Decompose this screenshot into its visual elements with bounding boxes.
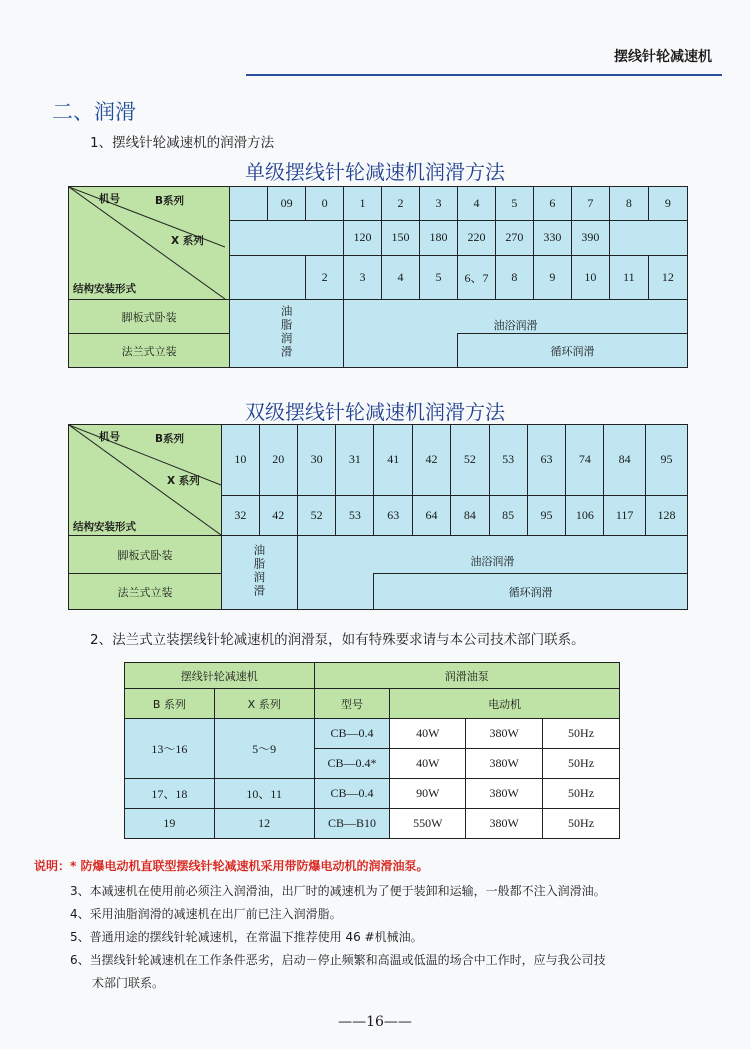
single-x-cell: 270 [495, 221, 533, 255]
header-rule [246, 74, 722, 76]
table-row [125, 719, 620, 749]
notes-label: 说明： [34, 859, 71, 873]
pump-header-model: 型号 [314, 689, 390, 719]
single-x-cell: 330 [533, 221, 571, 255]
note-5: 5、普通用途的摆线针轮减速机，在常温下推荐使用 46 #机械油。 [70, 930, 423, 944]
single-circulation-label: 循环润滑 [550, 344, 595, 358]
double-x2-cell: 53 [336, 495, 374, 535]
single-x-cell: 180 [420, 221, 458, 255]
double-x-cell: 20 [259, 425, 297, 496]
table-row [125, 779, 620, 809]
double-x2-cell: 32 [222, 495, 260, 535]
double-x2-cell: 85 [489, 495, 527, 535]
double-grease-label: 油脂润滑 [252, 543, 267, 598]
notes-label-line [34, 857, 428, 874]
double-x-series-label: X 系列 [167, 475, 200, 487]
single-x-cell: 390 [571, 221, 609, 255]
double-oilbath-label: 油浴润滑 [470, 554, 515, 568]
double-x-cell: 42 [413, 425, 451, 496]
double-x-cell: 53 [489, 425, 527, 496]
note-4: 4、采用油脂润滑的减速机在出厂前已注入润滑脂。 [70, 907, 342, 921]
item-1-text: 1、摆线针轮减速机的润滑方法 [90, 135, 275, 151]
double-stage-table [68, 424, 688, 610]
double-x-cell: 95 [646, 425, 688, 496]
pump-model-cell: CB—0.4 [314, 779, 390, 809]
pump-header-reducer: 摆线针轮减速机 [125, 663, 315, 689]
double-x-cell: 74 [566, 425, 604, 496]
single-x2-cell: 6、7 [457, 255, 495, 299]
note-6-cont: 术部门联系。 [92, 976, 165, 990]
double-x-cell: 31 [336, 425, 374, 496]
pump-volt-cell: 380W [466, 809, 543, 839]
double-b-series-label: B系列 [155, 433, 185, 445]
double-x2-cell: 64 [413, 495, 451, 535]
double-x-cell: 30 [297, 425, 336, 496]
single-b-cell: 5 [495, 187, 533, 221]
double-corner-cell [69, 425, 222, 536]
single-b-cell: 9 [648, 187, 687, 221]
single-x2-cell: 9 [533, 255, 571, 299]
pump-header-b: B 系列 [125, 689, 215, 719]
single-x2-cell: 5 [420, 255, 458, 299]
double-x2-cell: 95 [527, 495, 566, 535]
single-table-title: 单级摆线针轮减速机润滑方法 [245, 160, 505, 184]
double-x2-cell: 63 [374, 495, 413, 535]
page-number: ——16—— [338, 1014, 412, 1030]
pump-freq-cell: 50Hz [543, 779, 620, 809]
single-x-series-label: X 系列 [171, 235, 204, 247]
single-b-cell: 09 [268, 187, 306, 221]
double-x-cell: 41 [374, 425, 413, 496]
single-flange-mount-label: 法兰式立装 [69, 334, 230, 368]
pump-volt-cell: 380W [466, 779, 543, 809]
pump-x-cell: 12 [214, 809, 314, 839]
single-x-cell: 220 [457, 221, 495, 255]
pump-freq-cell: 50Hz [543, 719, 620, 749]
double-model-label: 机号 [99, 431, 120, 443]
pump-volt-cell: 380W [466, 719, 543, 749]
pump-volt-cell: 380W [466, 749, 543, 779]
single-x2-cell: 4 [382, 255, 420, 299]
single-x2-cell: 2 [306, 255, 344, 299]
pump-header-x: X 系列 [214, 689, 314, 719]
pump-model-cell: CB—0.4 [314, 719, 390, 749]
note-6: 6、当摆线针轮减速机在工作条件恶劣，启动－停止频繁和高温或低温的场合中工作时，应与我公司技 [70, 953, 606, 967]
pump-freq-cell: 50Hz [543, 749, 620, 779]
double-table-title: 双级摆线针轮减速机润滑方法 [245, 400, 505, 424]
single-x2-cell: 3 [344, 255, 382, 299]
note-3: 3、本减速机在使用前必须注入润滑油，出厂时的减速机为了便于装卸和运输，一般都不注入润滑油。 [70, 884, 606, 898]
single-b-cell: 0 [306, 187, 344, 221]
section-title: 二、润滑 [52, 100, 136, 124]
double-mount-label: 结构安装形式 [73, 521, 136, 533]
double-flange-mount-label: 法兰式立装 [69, 574, 222, 610]
single-x-cell: 150 [382, 221, 420, 255]
double-x2-cell: 117 [604, 495, 646, 535]
double-foot-mount-label: 脚板式卧装 [69, 536, 222, 574]
pump-freq-cell: 50Hz [543, 809, 620, 839]
single-mount-label: 结构安装形式 [73, 283, 136, 295]
double-x2-cell: 52 [297, 495, 336, 535]
double-circulation-label: 循环润滑 [508, 585, 553, 599]
pump-power-cell: 40W [390, 749, 466, 779]
pump-model-cell: CB—B10 [314, 809, 390, 839]
pump-header-motor: 电动机 [390, 689, 620, 719]
pump-x-cell: 10、11 [214, 779, 314, 809]
pump-power-cell: 40W [390, 719, 466, 749]
single-x2-cell: 12 [648, 255, 687, 299]
single-b-cell: 7 [571, 187, 609, 221]
double-x-cell: 63 [527, 425, 566, 496]
single-oilbath-label: 油浴润滑 [493, 318, 538, 332]
single-b-cell: 3 [420, 187, 458, 221]
double-x-cell: 84 [604, 425, 646, 496]
pump-b-cell: 19 [125, 809, 215, 839]
pump-header-pump: 润滑油泵 [314, 663, 619, 689]
double-x2-cell: 128 [646, 495, 688, 535]
single-x2-cell: 10 [571, 255, 609, 299]
single-x-cell: 120 [344, 221, 382, 255]
single-b-cell: 8 [609, 187, 648, 221]
pump-model-cell: CB—0.4* [314, 749, 390, 779]
header-title: 摆线针轮减速机 [614, 49, 712, 65]
double-x2-cell: 84 [450, 495, 489, 535]
single-model-label: 机号 [99, 193, 120, 205]
pump-b-cell: 13～16 [125, 719, 215, 779]
single-b-cell: 4 [457, 187, 495, 221]
single-stage-table [68, 186, 688, 368]
pump-power-cell: 90W [390, 779, 466, 809]
single-foot-mount-label: 脚板式卧装 [69, 300, 230, 334]
pump-power-cell: 550W [390, 809, 466, 839]
pump-x-cell: 5～9 [214, 719, 314, 779]
notes-star: * 防爆电动机直联型摆线针轮减速机采用带防爆电动机的润滑油泵。 [70, 859, 429, 873]
double-x2-cell: 42 [259, 495, 297, 535]
single-b-cell: 1 [344, 187, 382, 221]
double-x-cell: 10 [222, 425, 260, 496]
double-x-cell: 52 [450, 425, 489, 496]
double-x2-cell: 106 [566, 495, 604, 535]
table-row [125, 809, 620, 839]
pump-b-cell: 17、18 [125, 779, 215, 809]
single-grease-label: 油脂润滑 [279, 304, 294, 359]
single-b-series-label: B系列 [155, 195, 185, 207]
pump-table [124, 662, 620, 839]
single-x2-cell: 8 [495, 255, 533, 299]
single-x2-cell: 11 [609, 255, 648, 299]
item-2-text: 2、法兰式立装摆线针轮减速机的润滑泵，如有特殊要求请与本公司技术部门联系。 [90, 632, 585, 648]
single-b-cell: 6 [533, 187, 571, 221]
single-b-cell: 2 [382, 187, 420, 221]
single-corner-cell [69, 187, 230, 300]
